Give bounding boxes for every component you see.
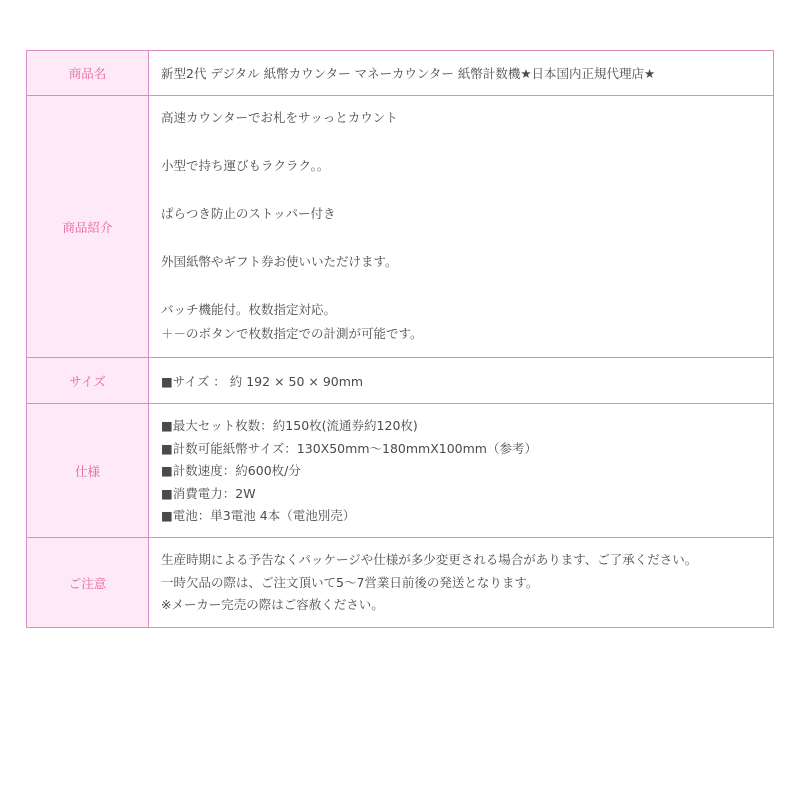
notice-line: 一時欠品の際は、ご注文頂いて5～7営業日前後の発送となります。 xyxy=(161,574,539,590)
product-name-text: 新型2代 デジタル 紙幣カウンター マネーカウンター 紙幣計数機★日本国内正規代理店★ xyxy=(161,66,656,81)
size-text: ■サイズ ： 約 192 × 50 × 90mm xyxy=(161,373,364,389)
intro-line: バッチ機能付。枚数指定対応。 xyxy=(161,302,337,317)
intro-line: 小型で持ち運びもラクラク。。 xyxy=(161,158,330,173)
intro-line: 高速カウンターでお札をサッっとカウント xyxy=(161,110,398,125)
row-label: サイズ xyxy=(27,358,149,404)
table-row-size xyxy=(27,358,774,404)
spec-line: ■計数可能紙幣サイズ：130X50mm～180mmX100mm（参考） xyxy=(161,440,537,456)
row-label: 商品紹介 xyxy=(27,96,149,358)
table-row-notice xyxy=(27,538,774,628)
spec-line: ■計数速度：約600枚/分 xyxy=(161,463,301,478)
row-value xyxy=(149,96,774,358)
row-value xyxy=(149,538,774,628)
row-value xyxy=(149,51,774,96)
row-value xyxy=(149,358,774,404)
spec-line: ■消費電力：2W xyxy=(161,485,256,501)
table-row-product-intro xyxy=(27,96,774,358)
row-label: 仕様 xyxy=(27,404,149,538)
row-label: ご注意 xyxy=(27,538,149,628)
spec-line: ■最大セット枚数：約150枚(流通券約120枚) xyxy=(161,418,418,433)
notice-line: ※メーカー完売の際はご容赦ください。 xyxy=(161,597,384,612)
intro-line: ぱらつき防止のストッパー付き xyxy=(161,206,336,221)
row-value xyxy=(149,404,774,538)
notice-line: 生産時期による予告なくパッケージや仕様が多少変更される場合があります、ご了承ください。 xyxy=(161,552,698,567)
product-spec-table xyxy=(26,50,774,628)
table-row-product-name xyxy=(27,51,774,96)
intro-line: ＋－のボタンで枚数指定での計測が可能です。 xyxy=(161,326,423,341)
table-row-specs xyxy=(27,404,774,538)
intro-line: 外国紙幣やギフト券お使いいただけます。 xyxy=(161,254,398,269)
spec-line: ■電池：単3電池 4本（電池別売） xyxy=(161,508,356,523)
row-label: 商品名 xyxy=(27,51,149,96)
